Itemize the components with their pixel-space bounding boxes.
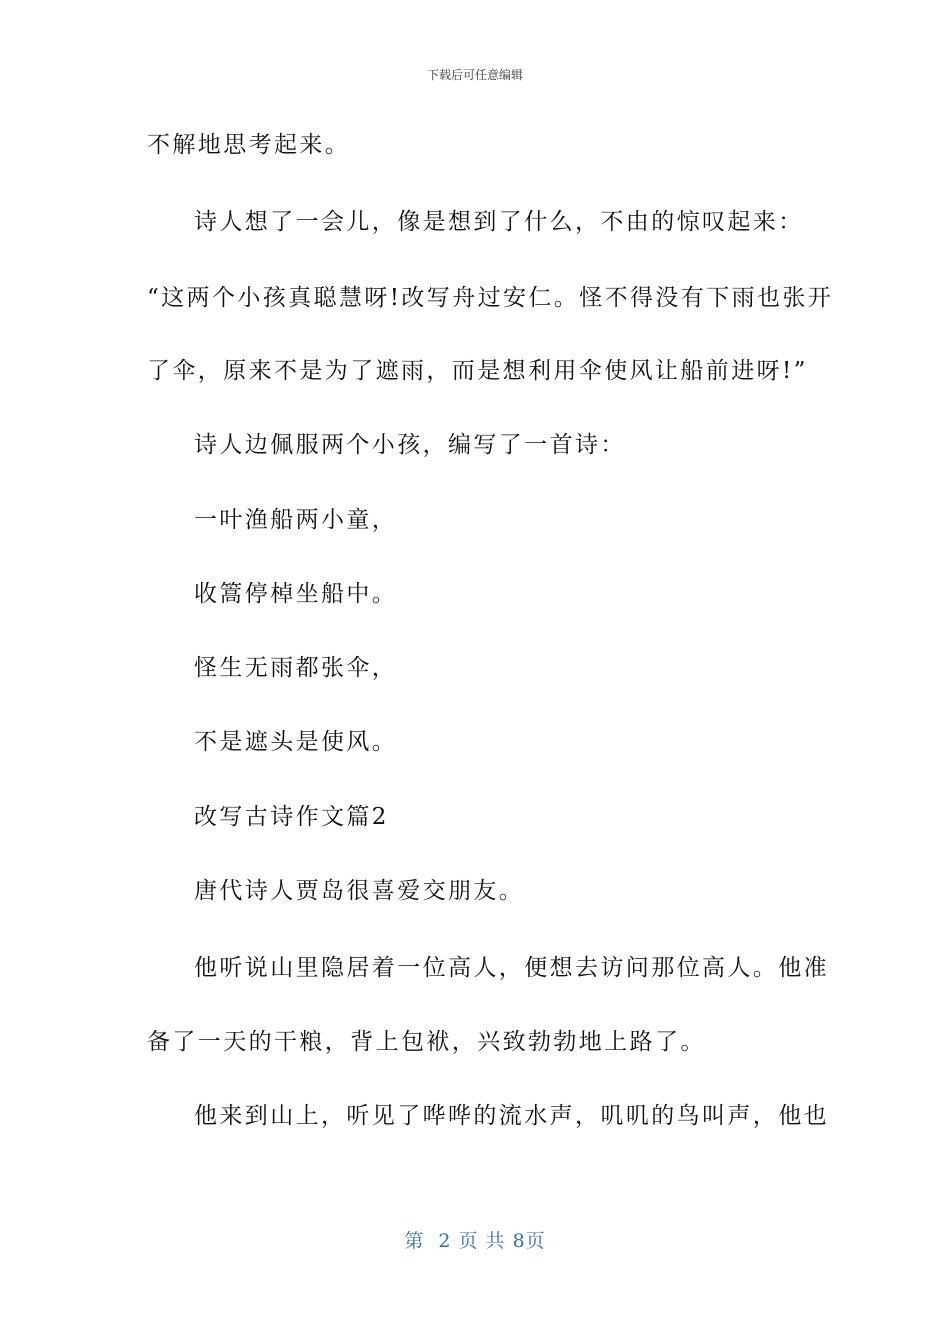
text-line: 怪生无雨都张伞， (194, 655, 398, 681)
text-line: 备了一天的干粮，背上包袱，兴致勃勃地上路了。 (147, 1029, 706, 1055)
section-heading: 改写古诗作文篇2 (194, 804, 389, 830)
text-line: 他听说山里隐居着一位高人，便想去访问那位高人。他准 (194, 955, 829, 981)
text-line: 不是遮头是使风。 (194, 729, 398, 755)
text-line: 收篙停棹坐船中。 (194, 581, 398, 607)
text-line: 了伞，原来不是为了遮雨，而是想利用伞使风让船前进呀!” (147, 358, 808, 384)
page-number: 第 2 页 共 8页 (404, 1230, 546, 1252)
header-note: 下载后可任意编辑 (426, 68, 523, 82)
text-line: 诗人想了一会儿，像是想到了什么，不由的惊叹起来： (194, 209, 804, 235)
text-line: 一叶渔船两小童， (194, 507, 398, 533)
text-line: 唐代诗人贾岛很喜爱交朋友。 (194, 878, 525, 904)
text-line: 不解地思考起来。 (147, 132, 351, 158)
text-line: 诗人边佩服两个小孩，编写了一首诗： (194, 432, 626, 458)
text-line: “这两个小孩真聪慧呀!改写舟过安仁。怪不得没有下雨也张开 (147, 285, 834, 311)
text-line: 他来到山上，听见了哗哗的流水声，叽叽的鸟叫声，他也 (194, 1103, 829, 1129)
